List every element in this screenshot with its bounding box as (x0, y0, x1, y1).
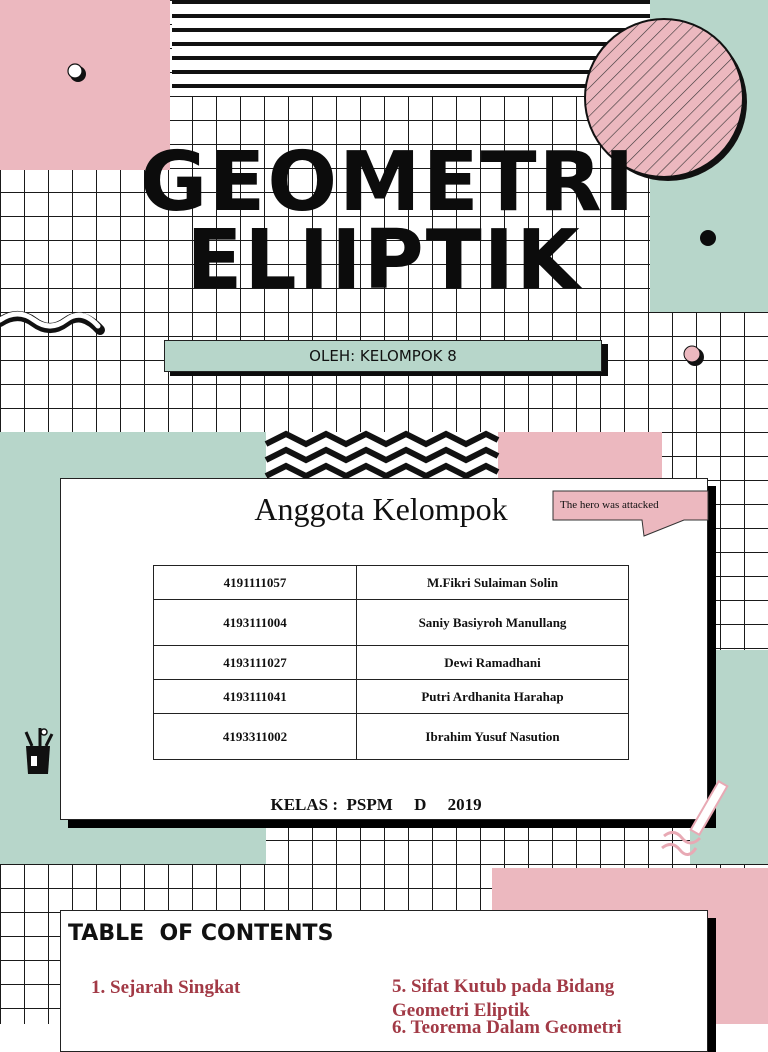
dot-icon (64, 62, 90, 84)
toc-slide (0, 864, 768, 1038)
member-id: 4193111004 (154, 600, 357, 646)
class-program: PSPM (346, 795, 393, 814)
table-row (154, 600, 629, 646)
cover-slide (0, 0, 768, 432)
table-row (154, 680, 629, 714)
table-row (154, 714, 629, 760)
members-table (153, 565, 629, 760)
toc-heading: TABLE OF CONTENTS (68, 921, 334, 946)
member-name: Putri Ardhanita Harahap (357, 680, 629, 714)
tooltip-callout-shape (552, 490, 712, 538)
members-heading: Anggota Kelompok (254, 491, 508, 527)
subtitle-text: OLEH: KELOMPOK 8 (309, 347, 457, 365)
member-name: Ibrahim Yusuf Nasution (357, 714, 629, 760)
member-id: 4191111057 (154, 566, 357, 600)
wave-squiggle-icon (0, 308, 110, 342)
class-section: D (414, 795, 427, 814)
pencil-icon (656, 776, 740, 858)
subtitle-bar (164, 340, 602, 372)
class-label: KELAS : (270, 795, 339, 814)
cover-title-line2: ELIIPTIK (186, 213, 582, 308)
tooltip-text: The hero was attacked (560, 499, 659, 511)
toc-item[interactable]: 6. Teorema Dalam Geometri (392, 1017, 622, 1038)
member-id: 4193111027 (154, 646, 357, 680)
table-row (154, 646, 629, 680)
member-id: 4193311002 (154, 714, 357, 760)
class-year: 2019 (447, 795, 482, 814)
pink-block (498, 432, 662, 482)
class-line (245, 775, 482, 835)
toc-card (60, 910, 708, 1052)
zigzag-pattern-icon (266, 432, 498, 480)
toc-item[interactable]: 1. Sejarah Singkat (91, 977, 241, 998)
pencil-cup-icon (18, 726, 58, 780)
cover-title-line1: GEOMETRI (140, 135, 637, 230)
black-dot-icon (700, 230, 716, 246)
table-row (154, 566, 629, 600)
stripe-band (172, 0, 650, 96)
pink-dot-icon (682, 344, 706, 368)
member-name: M.Fikri Sulaiman Solin (357, 566, 629, 600)
member-id: 4193111041 (154, 680, 357, 714)
toc-item[interactable]: 5. Sifat Kutub pada Bidang Geometri Eliptik (392, 976, 615, 1021)
members-slide (0, 432, 768, 864)
member-name: Dewi Ramadhani (357, 646, 629, 680)
member-name: Saniy Basiyroh Manullang (357, 600, 629, 646)
